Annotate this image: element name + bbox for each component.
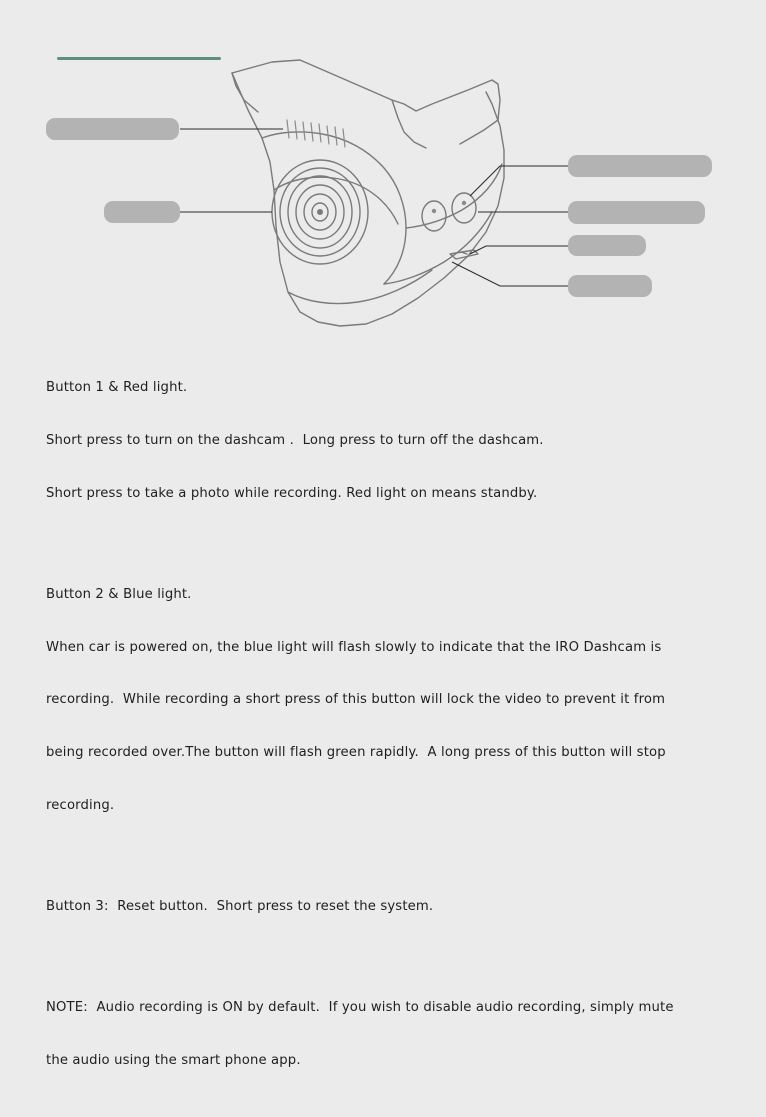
diagram-figure [0, 0, 766, 330]
note-section [46, 964, 736, 1105]
callout-card-slot [568, 275, 652, 297]
button-3-section [46, 863, 736, 951]
instructions-block [46, 344, 736, 1117]
button-2-line-3: being recorded over.The button will flash green rapidly. A long press of this button will stop [46, 745, 666, 761]
callout-button-1 [568, 155, 712, 177]
callout-reset-button [568, 235, 646, 256]
note-line-1: NOTE: Audio recording is ON by default. If you wish to disable audio recording, simply mute [46, 999, 674, 1015]
button-1-section [46, 344, 736, 538]
callout-camera-lens [104, 201, 180, 223]
button-1-line-2: Short press to take a photo while recording. Red light on means standby. [46, 485, 538, 501]
button-3-line: Button 3: Reset button. Short press to reset the system. [46, 898, 434, 914]
note-line-2: the audio using the smart phone app. [46, 1052, 301, 1068]
button-2-line-2: recording. While recording a short press of this button will lock the video to prevent it from [46, 692, 666, 708]
button-1-graphic [422, 201, 446, 231]
button-2-line-1: When car is powered on, the blue light will flash slowly to indicate that the IRO Dashcam is [46, 639, 662, 655]
callout-leader-lines [180, 129, 568, 286]
callout-microphone-grille [46, 118, 179, 140]
button-1-line-1: Short press to turn on the dashcam . Long press to turn off the dashcam. [46, 432, 544, 448]
button-2-heading: Button 2 & Blue light. [46, 586, 192, 602]
button-1-heading: Button 1 & Red light. [46, 380, 188, 396]
callout-button-2 [568, 201, 705, 224]
button-2-section [46, 551, 736, 850]
button-2-line-4: recording. [46, 797, 115, 813]
